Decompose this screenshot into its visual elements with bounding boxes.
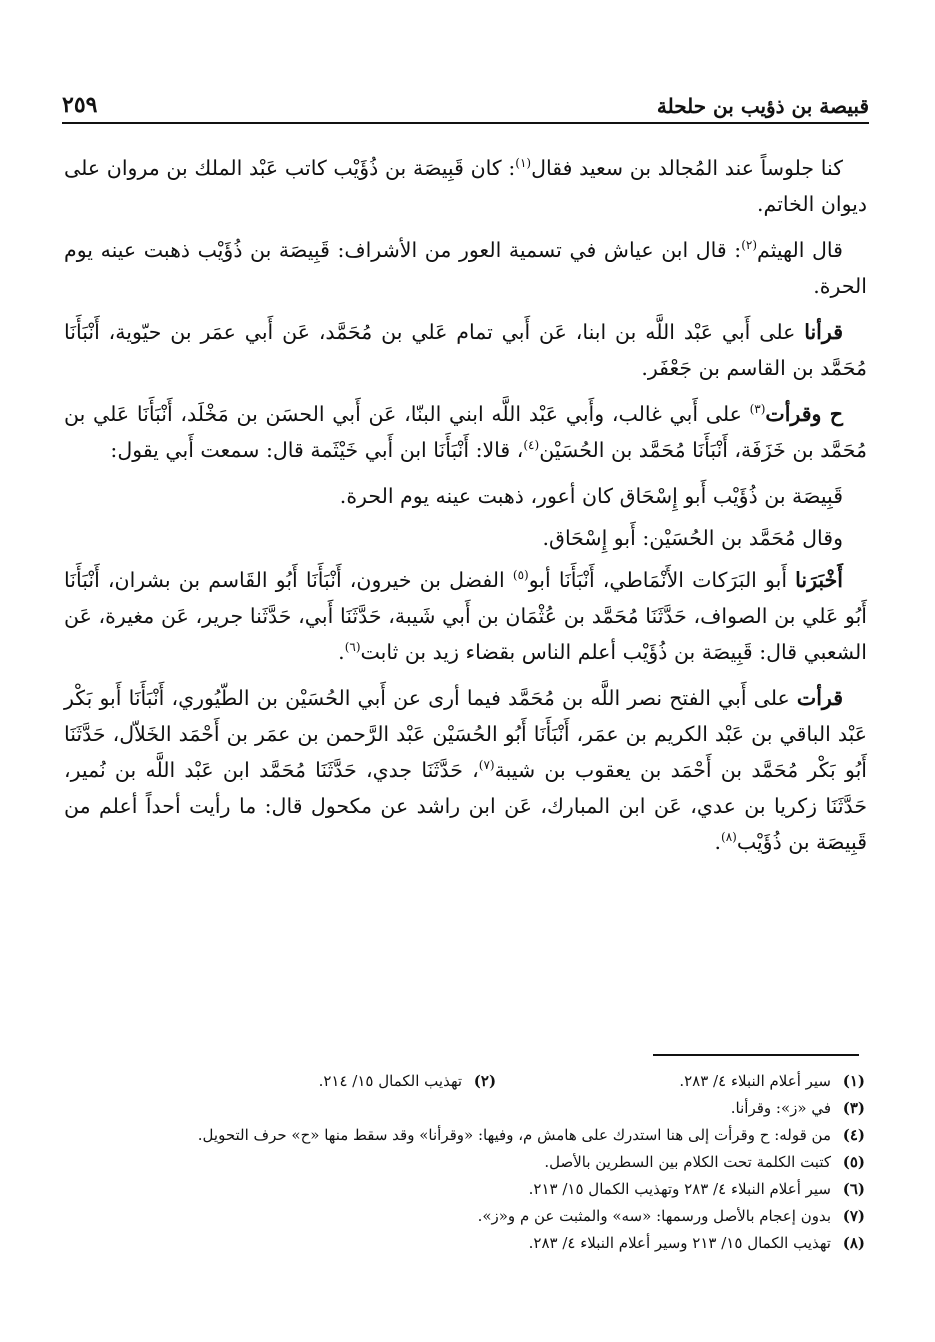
footnote-number: (٢) [473, 1072, 497, 1090]
paragraph [64, 232, 867, 304]
footnote-text: تهذيب الكمال ١٥/ ٢١٣ وسير أعلام النبلاء ٤/ ٢٨٣. [528, 1234, 831, 1252]
quote: قَبِيصَة بن ذُؤَيْب أَبو إِسْحَاق كان أعور، ذهبت عينه يوم الحرة. [339, 484, 843, 508]
footnote-ref[interactable]: (٦) [344, 640, 361, 655]
text-run: ، حَدَّثَنَا جدي، حَدَّثَنَا مُحَمَّد ابن عَبْد اللَّه بن نُمير، حَدَّثَنَا زكريا بن عدي، عَن ابن المبارك، عَن ابن راشد عن مكحول قال: ما رأيت أحداً أعلم من قَبِيصَة بن ذُؤَيْب [64, 758, 867, 854]
running-title: قبيصة بن ذؤيب بن حلحلة [656, 94, 869, 118]
footnote-ref[interactable]: (٣) [749, 402, 766, 417]
text-run: الفضل بن خيرون، أَنْبَأَنَا أَبُو القَاسم بن بشران، أَنْبَأَنَا أَبُو عَلي بن الصواف، حَدَّثَنَا مُحَمَّد بن عُثْمَان بن أَبي شَيبة، حَدَّثَنَا أَبي، حَدَّثَنا جرير، عَن مغيرة، عَن الشعبي قال: قَبِيصَة بن ذُؤَيْب أعلم الناس بقضاء زيد بن ثابت [64, 568, 867, 664]
paragraph [64, 562, 867, 670]
page-header [62, 82, 869, 124]
footnote-ref[interactable]: (٤) [523, 438, 540, 453]
footnote-number: (٧) [842, 1207, 865, 1225]
footnote-number: (٦) [842, 1180, 865, 1198]
footnote-divider [653, 1054, 859, 1056]
footnote [80, 1176, 865, 1203]
footnote-text: كتبت الكلمة تحت الكلام بين السطرين بالأصل. [544, 1153, 831, 1171]
text-run: . [338, 640, 345, 664]
paragraph [64, 314, 867, 386]
keyword: قرأنا [804, 320, 843, 344]
paragraph [64, 150, 867, 222]
text-run: أَبو البَرَكات الأَنْمَاطي، أَنْبَأَنَا أبو [528, 568, 796, 592]
footnote [80, 1203, 865, 1230]
footnote-number: (٣) [842, 1099, 865, 1117]
footnote-ref[interactable]: (٢) [741, 238, 758, 253]
footnote [80, 1122, 865, 1149]
paragraph [64, 680, 867, 860]
footnote-number: (١) [842, 1072, 865, 1090]
footnote-text: سير أعلام النبلاء ٤/ ٢٨٣. [679, 1072, 831, 1090]
keyword: أَخْبَرَنا [795, 568, 843, 592]
footnote [496, 1068, 865, 1095]
text-run: : قال ابن عياش في تسمية العور من الأشراف: قَبِيصَة بن ذُؤَيْب ذهبت عينه يوم الحرة. [64, 238, 867, 298]
text-run: على أَبي عَبْد اللَّه بن ابنا، عَن أَبي تمام عَلي بن مُحَمَّد، عَن أَبي عمَر بن حيّوية، أَنْبَأَنَا مُحَمَّد بن القاسم بن جَعْفَر. [64, 320, 867, 380]
text-run: على أَبي الفتح نصر اللَّه بن مُحَمَّد فيما أرى عن أَبي الحُسَيْن بن الطّيُوري، أَنْبَأَنَا أَبو بَكْر عَبْد الباقي بن عَبْد الكريم بن عمَر، أَنْبَأَنَا أَبُو الحُسَيْن عَبْد الرَّحمن بن عمَر بن أَحْمَد الخَلاّل، حَدَّثَنَا أَبُو بَكْر مُحَمَّد بن أَحْمَد بن يعقوب بن شيبة [64, 686, 868, 782]
footnote-text: سير أعلام النبلاء ٤/ ٢٨٣ وتهذيب الكمال ١٥/ ٢١٣. [528, 1180, 831, 1198]
quote: وقال مُحَمَّد بن الحُسَيْن: أَبو إِسْحَاق. [542, 526, 843, 550]
text-run: على أَبي غالب، وأَبي عَبْد اللَّه ابني البنّا، عَن أَبي الحسَن بن مَخْلَد، أَنْبَأَنَا عَلي بن مُحَمَّد بن خَزَفَة، أَنْبَأَنَا مُحَمَّد بن الحُسَيْن [64, 402, 867, 462]
footnote-text: من قوله: ح وقرأت إلى هنا استدرك على هامش م، وفيها: «وقرأنا» وقد سقط منها «ح» حرف التحويل. [197, 1126, 831, 1144]
footnote-number: (٤) [842, 1126, 865, 1144]
footnote [80, 1095, 865, 1122]
keyword: ح وقرأت [765, 402, 844, 426]
paragraph [64, 396, 867, 468]
text-run: . [714, 830, 722, 854]
text-run: : كان قَبِيصَة بن ذُؤَيْب كاتب عَبْد الملك بن مروان على ديوان الخاتم. [64, 156, 867, 216]
footnote-ref[interactable]: (٧) [478, 758, 495, 773]
text-run: قال الهيثم [757, 238, 843, 262]
footnote-row [80, 1068, 865, 1095]
main-text [64, 150, 867, 870]
footnote-ref[interactable]: (١) [515, 156, 532, 171]
footnote-ref[interactable]: (٥) [512, 568, 529, 583]
footnotes [80, 1068, 865, 1257]
footnote-number: (٨) [842, 1234, 865, 1252]
page-number: ٢٥٩ [62, 92, 98, 118]
footnote-number: (٥) [842, 1153, 865, 1171]
footnote-ref[interactable]: (٨) [721, 830, 737, 845]
footnote-text: بدون إعجام بالأصل ورسمها: «سه» والمثبت عن م و«ز». [477, 1207, 831, 1225]
footnote [80, 1149, 865, 1176]
text-run: ، قالا: أَنْبَأَنَا ابن أَبي خَيْثَمة قال: سمعت أَبي يقول: [110, 438, 524, 462]
footnote [80, 1230, 865, 1257]
footnote-text: تهذيب الكمال ١٥/ ٢١٤. [318, 1072, 463, 1090]
keyword: قرأت [796, 686, 843, 710]
text-run: كنا جلوساً عند المُجالد بن سعيد فقال [531, 156, 843, 180]
footnote-text: في «ز»: وقرأنا. [730, 1099, 831, 1117]
footnote [127, 1068, 496, 1095]
